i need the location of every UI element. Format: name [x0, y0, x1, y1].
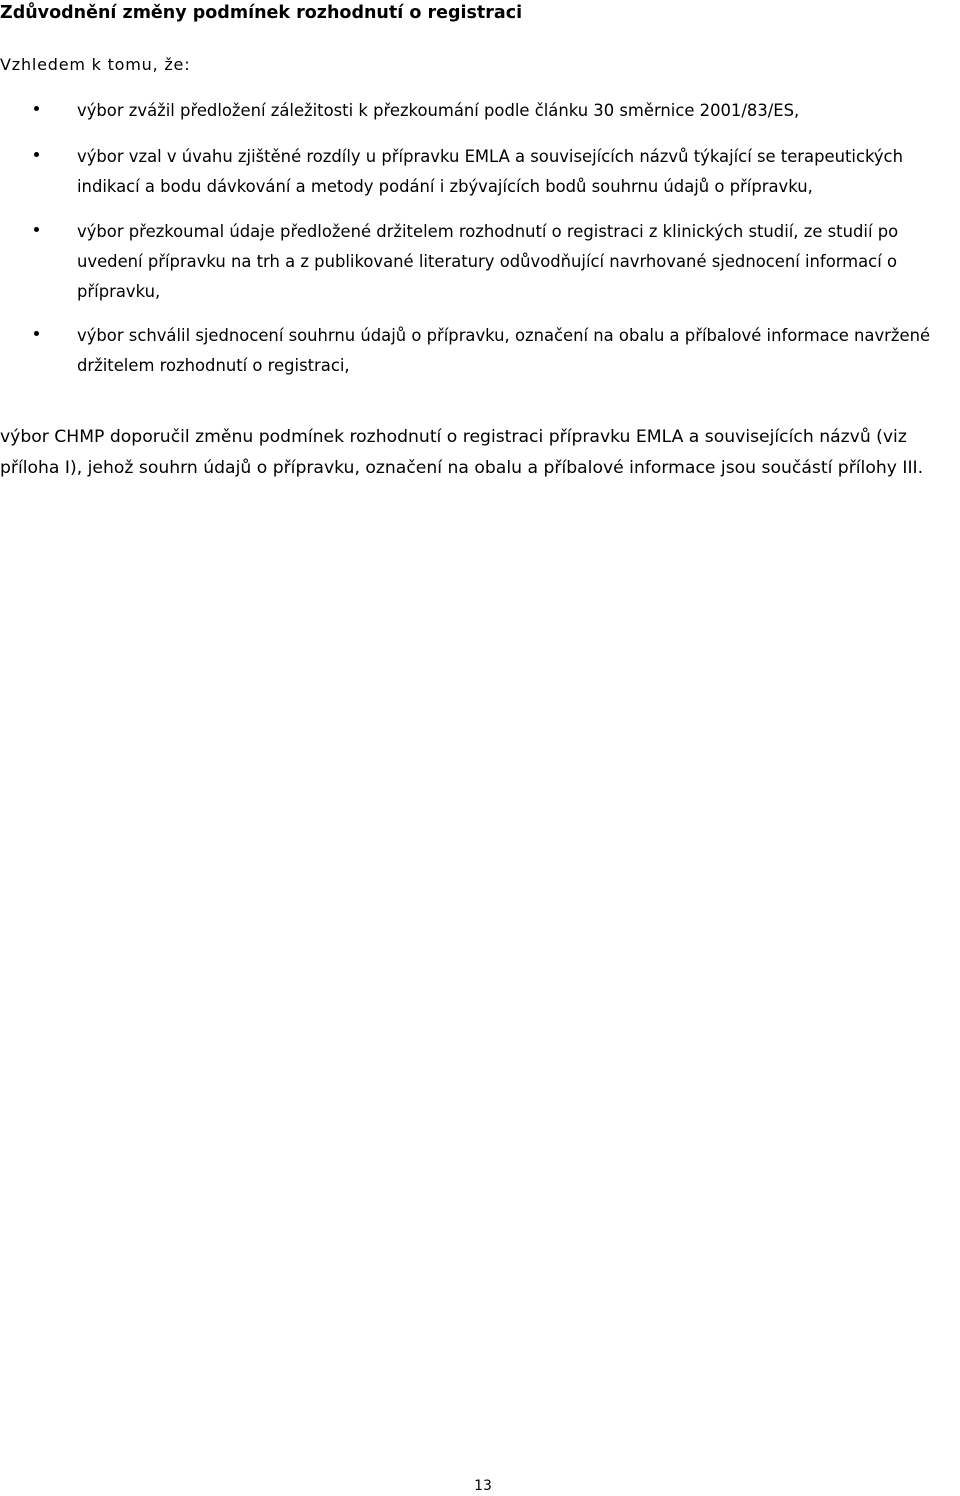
conclusion-text: výbor CHMP doporučil změnu podmínek rozhodnutí o registraci přípravku EMLA a souvisejících názvů (viz příloha I), jehož souhrn údajů o přípravku, označení na obalu a příbalové informace jsou součástí přílohy III. [0, 427, 924, 478]
list-item-text: výbor zvážil předložení záležitosti k přezkoumání podle článku 30 směrnice 2001/83/ES, [77, 101, 800, 120]
section-heading: Zdůvodnění změny podmínek rozhodnutí o registraci [0, 3, 523, 23]
list-item [0, 321, 960, 381]
bullet-icon [34, 152, 39, 157]
list-item-text: výbor schválil sjednocení souhrnu údajů o přípravku, označení na obalu a příbalové informace navržené držitelem rozhodnutí o registraci, [77, 326, 931, 375]
reasons-list [0, 96, 960, 381]
intro-text: Vzhledem k tomu, že: [0, 55, 191, 74]
list-item [0, 142, 960, 202]
bullet-icon [34, 331, 39, 336]
bullet-icon [34, 227, 39, 232]
list-item [0, 96, 960, 126]
page-number: 13 [474, 1478, 492, 1494]
list-item [0, 217, 960, 307]
list-item-text: výbor přezkoumal údaje předložené držitelem rozhodnutí o registraci z klinických studií, ze studií po uvedení přípravku na trh a z publikované literatury odůvodňující navrhované sjednocení informací o přípravku, [77, 222, 899, 301]
bullet-icon [34, 106, 39, 111]
list-item-text: výbor vzal v úvahu zjištěné rozdíly u přípravku EMLA a souvisejících názvů týkající se terapeutických indikací a bodu dávkování a metody podání i zbývajících bodů souhrnu údajů o přípravku, [77, 147, 903, 196]
